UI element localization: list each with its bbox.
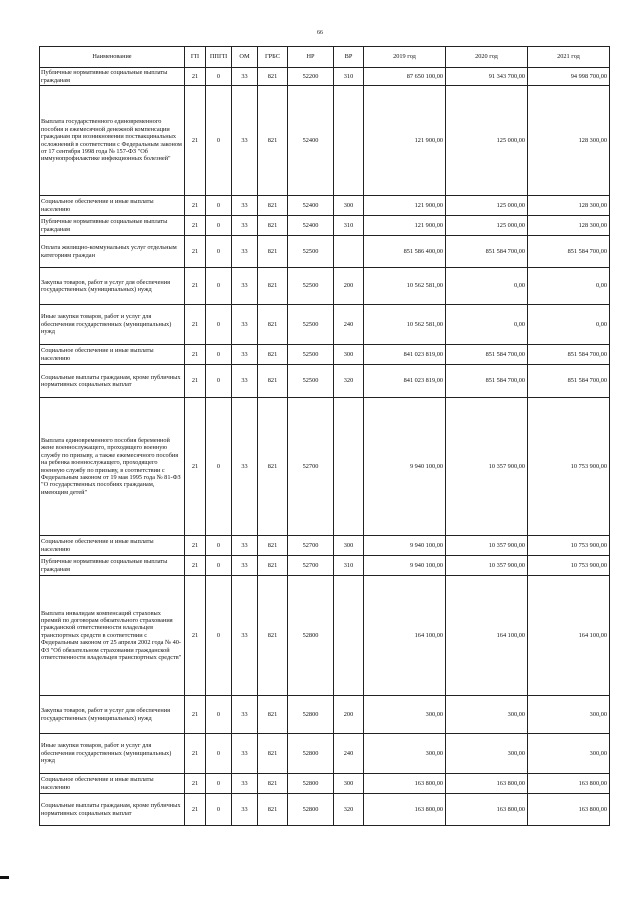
row-ppgp: 0 (206, 68, 232, 86)
row-ppgp: 0 (206, 365, 232, 398)
table-row (40, 398, 610, 536)
row-amount-2019: 87 650 100,00 (364, 68, 446, 86)
row-om: 33 (232, 268, 258, 305)
table-row (40, 576, 610, 696)
row-nr: 52700 (288, 556, 334, 576)
row-name: Социальные выплаты гражданам, кроме публичных нормативных социальных выплат (40, 794, 185, 826)
row-gp: 21 (185, 216, 206, 236)
row-nr: 52500 (288, 345, 334, 365)
row-om: 33 (232, 86, 258, 196)
row-amount-2019: 851 586 400,00 (364, 236, 446, 268)
row-name: Социальное обеспечение и иные выплаты населению (40, 536, 185, 556)
row-om: 33 (232, 696, 258, 734)
column-header-2020: 2020 год (446, 47, 528, 68)
row-vr: 300 (334, 345, 364, 365)
row-vr (334, 576, 364, 696)
row-name: Иные закупки товаров, работ и услуг для обеспечения государственных (муниципальных) нужд (40, 305, 185, 345)
row-om: 33 (232, 68, 258, 86)
table-row (40, 794, 610, 826)
row-grbs: 821 (258, 556, 288, 576)
row-amount-2021: 300,00 (528, 696, 610, 734)
row-amount-2021: 164 100,00 (528, 576, 610, 696)
row-gp: 21 (185, 268, 206, 305)
row-amount-2019: 9 940 100,00 (364, 398, 446, 536)
row-vr: 240 (334, 305, 364, 345)
row-gp: 21 (185, 536, 206, 556)
row-amount-2020: 10 357 900,00 (446, 536, 528, 556)
row-gp: 21 (185, 365, 206, 398)
row-amount-2021: 163 800,00 (528, 774, 610, 794)
row-gp: 21 (185, 68, 206, 86)
row-name: Выплата государственного единовременного пособия и ежемесячной денежной компенсации гражданам при возникновении поствакцинальных осложнений в соответствии с Федеральным законом от 17 сентября 1998 года № 157-ФЗ "Об иммунопрофилактике инфекционных болезней" (40, 86, 185, 196)
table-row (40, 305, 610, 345)
row-gp: 21 (185, 236, 206, 268)
row-ppgp: 0 (206, 345, 232, 365)
row-om: 33 (232, 365, 258, 398)
table-row (40, 196, 610, 216)
row-amount-2019: 10 562 581,00 (364, 268, 446, 305)
row-amount-2020: 91 343 700,00 (446, 68, 528, 86)
row-grbs: 821 (258, 794, 288, 826)
row-amount-2019: 163 800,00 (364, 774, 446, 794)
column-header-ppgp: ППГП (206, 47, 232, 68)
table-row (40, 216, 610, 236)
row-ppgp: 0 (206, 556, 232, 576)
row-name: Публичные нормативные социальные выплаты гражданам (40, 556, 185, 576)
row-vr (334, 236, 364, 268)
row-gp: 21 (185, 734, 206, 774)
row-amount-2020: 125 000,00 (446, 86, 528, 196)
row-amount-2020: 10 357 900,00 (446, 556, 528, 576)
row-amount-2020: 300,00 (446, 696, 528, 734)
row-name: Закупка товаров, работ и услуг для обеспечения государственных (муниципальных) нужд (40, 268, 185, 305)
row-gp: 21 (185, 576, 206, 696)
row-amount-2021: 94 998 700,00 (528, 68, 610, 86)
row-amount-2021: 10 753 900,00 (528, 398, 610, 536)
table-row (40, 536, 610, 556)
table-row (40, 696, 610, 734)
row-vr: 320 (334, 365, 364, 398)
row-name: Закупка товаров, работ и услуг для обеспечения государственных (муниципальных) нужд (40, 696, 185, 734)
page-number: 66 (317, 30, 323, 36)
row-vr: 320 (334, 794, 364, 826)
row-name: Публичные нормативные социальные выплаты гражданам (40, 68, 185, 86)
row-vr: 310 (334, 216, 364, 236)
table-body (40, 68, 610, 826)
row-ppgp: 0 (206, 268, 232, 305)
row-om: 33 (232, 196, 258, 216)
row-grbs: 821 (258, 365, 288, 398)
row-om: 33 (232, 398, 258, 536)
table-header-row (40, 47, 610, 68)
row-amount-2020: 0,00 (446, 305, 528, 345)
column-header-grbs: ГРБС (258, 47, 288, 68)
row-name: Социальное обеспечение и иные выплаты населению (40, 196, 185, 216)
row-amount-2019: 300,00 (364, 696, 446, 734)
row-ppgp: 0 (206, 305, 232, 345)
row-amount-2019: 121 900,00 (364, 196, 446, 216)
row-amount-2020: 164 100,00 (446, 576, 528, 696)
row-grbs: 821 (258, 536, 288, 556)
row-ppgp: 0 (206, 734, 232, 774)
row-ppgp: 0 (206, 236, 232, 268)
row-amount-2019: 841 023 819,00 (364, 365, 446, 398)
row-grbs: 821 (258, 345, 288, 365)
row-nr: 52500 (288, 268, 334, 305)
row-amount-2021: 128 300,00 (528, 216, 610, 236)
row-nr: 52800 (288, 794, 334, 826)
row-nr: 52800 (288, 734, 334, 774)
row-ppgp: 0 (206, 398, 232, 536)
row-vr (334, 398, 364, 536)
row-amount-2019: 164 100,00 (364, 576, 446, 696)
table-row (40, 345, 610, 365)
row-amount-2019: 9 940 100,00 (364, 556, 446, 576)
table-row (40, 268, 610, 305)
row-amount-2021: 851 584 700,00 (528, 365, 610, 398)
row-nr: 52400 (288, 86, 334, 196)
row-nr: 52400 (288, 196, 334, 216)
row-name: Оплата жилищно-коммунальных услуг отдельным категориям граждан (40, 236, 185, 268)
row-amount-2021: 128 300,00 (528, 196, 610, 216)
row-gp: 21 (185, 305, 206, 345)
row-vr: 310 (334, 556, 364, 576)
row-grbs: 821 (258, 68, 288, 86)
row-ppgp: 0 (206, 794, 232, 826)
row-om: 33 (232, 576, 258, 696)
row-om: 33 (232, 556, 258, 576)
row-om: 33 (232, 216, 258, 236)
row-name: Выплата единовременного пособия беременной жене военнослужащего, проходящего военную службу по призыву, а также ежемесячного пособия на ребенка военнослужащего, проходящего военную службу по призыву, в соответствии с Федеральным законом от 19 мая 1995 года № 81-ФЗ "О государственных пособиях гражданам, имеющим детей" (40, 398, 185, 536)
row-amount-2020: 851 584 700,00 (446, 236, 528, 268)
row-gp: 21 (185, 398, 206, 536)
row-amount-2020: 0,00 (446, 268, 528, 305)
row-name: Иные закупки товаров, работ и услуг для обеспечения государственных (муниципальных) нужд (40, 734, 185, 774)
row-amount-2020: 10 357 900,00 (446, 398, 528, 536)
row-nr: 52400 (288, 216, 334, 236)
row-om: 33 (232, 734, 258, 774)
table-row (40, 734, 610, 774)
row-nr: 52700 (288, 398, 334, 536)
row-gp: 21 (185, 794, 206, 826)
row-amount-2019: 121 900,00 (364, 86, 446, 196)
row-amount-2019: 163 800,00 (364, 794, 446, 826)
row-amount-2021: 0,00 (528, 305, 610, 345)
row-vr: 200 (334, 268, 364, 305)
row-om: 33 (232, 236, 258, 268)
row-nr: 52500 (288, 365, 334, 398)
row-ppgp: 0 (206, 576, 232, 696)
scan-margin-mark (0, 876, 9, 879)
row-grbs: 821 (258, 86, 288, 196)
row-amount-2019: 300,00 (364, 734, 446, 774)
row-amount-2021: 10 753 900,00 (528, 556, 610, 576)
row-om: 33 (232, 774, 258, 794)
row-amount-2020: 851 584 700,00 (446, 345, 528, 365)
row-amount-2021: 300,00 (528, 734, 610, 774)
row-vr: 300 (334, 536, 364, 556)
row-grbs: 821 (258, 268, 288, 305)
row-nr: 52500 (288, 236, 334, 268)
column-header-vr: ВР (334, 47, 364, 68)
row-name: Социальные выплаты гражданам, кроме публичных нормативных социальных выплат (40, 365, 185, 398)
row-grbs: 821 (258, 398, 288, 536)
row-gp: 21 (185, 696, 206, 734)
row-amount-2020: 300,00 (446, 734, 528, 774)
row-nr: 52700 (288, 536, 334, 556)
row-name: Публичные нормативные социальные выплаты гражданам (40, 216, 185, 236)
row-amount-2021: 128 300,00 (528, 86, 610, 196)
table-row (40, 86, 610, 196)
column-header-om: ОМ (232, 47, 258, 68)
row-vr: 300 (334, 196, 364, 216)
row-om: 33 (232, 305, 258, 345)
column-header-2021: 2021 год (528, 47, 610, 68)
row-grbs: 821 (258, 774, 288, 794)
column-header-name: Наименование (40, 47, 185, 68)
row-ppgp: 0 (206, 536, 232, 556)
table-row (40, 556, 610, 576)
row-amount-2019: 121 900,00 (364, 216, 446, 236)
row-amount-2020: 163 800,00 (446, 774, 528, 794)
row-amount-2019: 10 562 581,00 (364, 305, 446, 345)
column-header-nr: НР (288, 47, 334, 68)
row-nr: 52800 (288, 576, 334, 696)
row-vr: 310 (334, 68, 364, 86)
row-gp: 21 (185, 556, 206, 576)
row-ppgp: 0 (206, 86, 232, 196)
row-vr: 200 (334, 696, 364, 734)
row-amount-2021: 851 584 700,00 (528, 345, 610, 365)
row-grbs: 821 (258, 216, 288, 236)
row-nr: 52800 (288, 774, 334, 794)
row-gp: 21 (185, 774, 206, 794)
row-amount-2021: 851 584 700,00 (528, 236, 610, 268)
row-vr: 240 (334, 734, 364, 774)
row-ppgp: 0 (206, 216, 232, 236)
row-gp: 21 (185, 345, 206, 365)
row-amount-2019: 9 940 100,00 (364, 536, 446, 556)
row-amount-2021: 0,00 (528, 268, 610, 305)
row-vr (334, 86, 364, 196)
row-om: 33 (232, 794, 258, 826)
table-row (40, 236, 610, 268)
row-amount-2020: 125 000,00 (446, 216, 528, 236)
row-ppgp: 0 (206, 774, 232, 794)
budget-table (39, 46, 610, 826)
row-amount-2020: 851 584 700,00 (446, 365, 528, 398)
row-amount-2021: 10 753 900,00 (528, 536, 610, 556)
row-om: 33 (232, 536, 258, 556)
row-om: 33 (232, 345, 258, 365)
row-gp: 21 (185, 196, 206, 216)
row-nr: 52200 (288, 68, 334, 86)
row-nr: 52500 (288, 305, 334, 345)
row-name: Социальное обеспечение и иные выплаты населению (40, 345, 185, 365)
table-row (40, 68, 610, 86)
row-amount-2020: 125 000,00 (446, 196, 528, 216)
row-ppgp: 0 (206, 196, 232, 216)
column-header-gp: ГП (185, 47, 206, 68)
row-name: Социальное обеспечение и иные выплаты населению (40, 774, 185, 794)
row-grbs: 821 (258, 196, 288, 216)
row-amount-2020: 163 800,00 (446, 794, 528, 826)
row-gp: 21 (185, 86, 206, 196)
row-grbs: 821 (258, 305, 288, 345)
row-vr: 300 (334, 774, 364, 794)
row-name: Выплата инвалидам компенсаций страховых премий по договорам обязательного страхования гражданской ответственности владельцев транспортных средств в соответствии с Федеральным законом от 25 апреля 2002 года № 40-ФЗ "Об обязательном страховании гражданской ответственности владельцев транспортных средств" (40, 576, 185, 696)
row-grbs: 821 (258, 576, 288, 696)
table-row (40, 774, 610, 794)
row-nr: 52800 (288, 696, 334, 734)
row-amount-2021: 163 800,00 (528, 794, 610, 826)
row-grbs: 821 (258, 734, 288, 774)
row-ppgp: 0 (206, 696, 232, 734)
row-grbs: 821 (258, 236, 288, 268)
column-header-2019: 2019 год (364, 47, 446, 68)
table-row (40, 365, 610, 398)
row-amount-2019: 841 023 819,00 (364, 345, 446, 365)
row-grbs: 821 (258, 696, 288, 734)
